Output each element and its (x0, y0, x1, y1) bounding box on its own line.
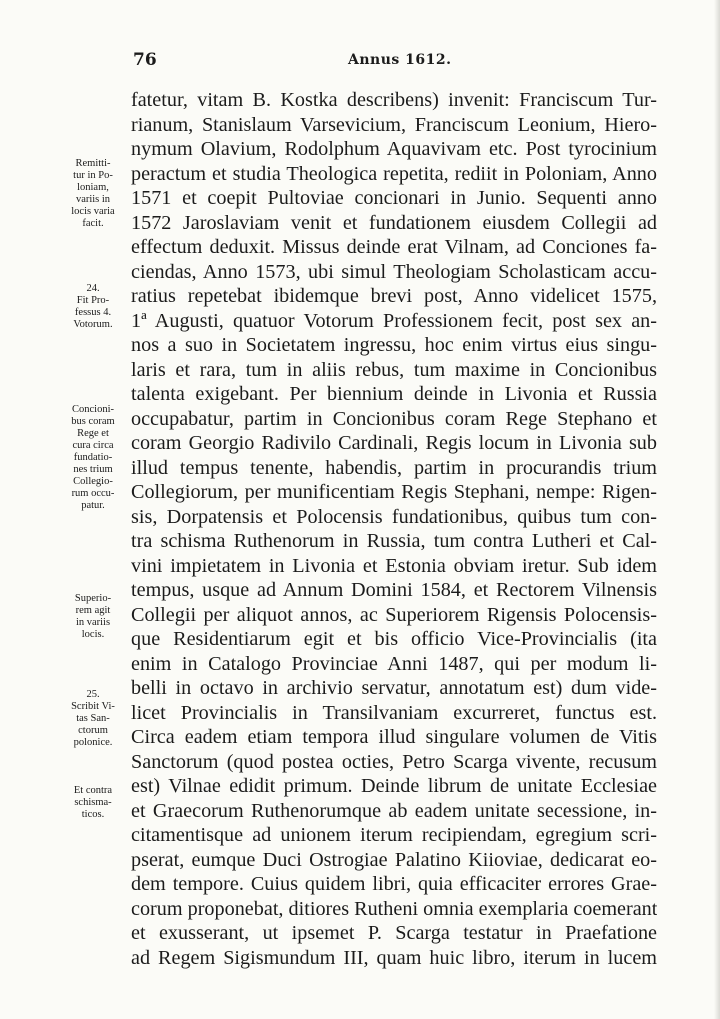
margin-note-line: tas San- (76, 713, 110, 724)
margin-note-line: Concioni- (72, 404, 114, 415)
text-line: illud tempus tenente, habendis, partim in procurandis trium (131, 456, 657, 479)
text-line: corum proponebat, ditiores Rutheni omnia exemplaria coemerant (131, 897, 657, 920)
text-line: licet Provincialis in Transilvaniam excurreret, functus est. (131, 701, 657, 724)
margin-note-line: Et contra (73, 785, 113, 796)
text-line: nymum Olavium, Rodolphum Aquavivam etc. Post tyrocinium (131, 138, 657, 160)
page-edge-shadow (714, 0, 720, 1019)
text-line: Collegiorum, per munificentiam Regis Stephani, nempe: Rigen- (131, 481, 657, 503)
text-line: talenta exigebant. Per biennium deinde in Livonia et Russia (131, 383, 657, 405)
margin-note-line: variis in (75, 194, 111, 205)
text-line: laris et rara, tum in aliis rebus, tum maxime in Concionibus (131, 358, 657, 381)
margin-note-line: nes trium (73, 464, 113, 475)
main-text-block (131, 88, 657, 970)
text-line: peractum et studia Theologica repetita, rediit in Poloniam, Anno (131, 162, 657, 185)
text-line: Circa eadem etiam tempora illud singulare volumen de Vitis (131, 726, 657, 748)
margin-note-line: locis. (81, 629, 105, 640)
text-line: pserat, eumque Duci Ostrogiae Palatino Kiioviae, dedicarat eo- (131, 848, 657, 871)
margin-note-line: Rege et (77, 428, 109, 439)
text-line: et exusserant, ut ipsemet P. Scarga testatur in Praefatione (131, 922, 657, 944)
text-line: est) Vilnae edidit primum. Deinde librum de unitate Ecclesiae (131, 775, 657, 797)
text-line: tempus, usque ad Annum Domini 1584, et Rectorem Vilnensis (131, 579, 657, 601)
margin-note-line: loniam, (77, 182, 109, 193)
margin-note-line: 24. (86, 283, 100, 294)
text-line: occupabatur, partim in Concionibus coram Rege Stephano et (131, 407, 657, 430)
margin-note-line: tur in Po- (73, 170, 113, 181)
text-line: coram Georgio Radivilo Cardinali, Regis locum in Livonia sub (131, 432, 657, 454)
margin-note-line: Votorum. (73, 319, 113, 330)
margin-note-remittitur (60, 158, 126, 230)
text-line: enim in Catalogo Provinciae Anni 1487, qui per modum li- (131, 652, 657, 675)
margin-note-contra-schismaticos (60, 785, 126, 821)
margin-note-line: 25. (86, 689, 100, 700)
text-line: 1571 et coepit Pultoviae concionari in Junio. Sequenti anno (131, 187, 657, 209)
text-line: effectum deduxit. Missus deinde erat Vilnam, ad Conciones fa- (131, 236, 657, 258)
text-line: 1572 Jaroslaviam venit et fundationem eiusdem Collegii ad (131, 211, 657, 234)
text-line: belli in octavo in archivio servatur, annotatum est) dum vide- (131, 677, 657, 699)
text-line: Sanctorum (quod postea octies, Petro Scarga vivente, recusum (131, 750, 657, 773)
margin-note-line: bus coram (71, 416, 115, 427)
text-line: vini impietatem in Livonia et Estonia obviam iretur. Sub idem (131, 554, 657, 577)
margin-note-line: patur. (81, 500, 105, 511)
text-line: 1ª Augusti, quatuor Votorum Professionem fecit, post sex an- (131, 309, 657, 332)
margin-note-line: locis varia (71, 206, 115, 217)
text-line: que Residentiarum egit et bis officio Vice-Provincialis (ita (131, 628, 657, 650)
margin-note-superiorem (60, 593, 126, 641)
margin-note-line: Collegio- (73, 476, 113, 487)
margin-note-line: facit. (82, 218, 104, 229)
margin-note-line: Remitti- (75, 158, 111, 169)
text-line: sis, Dorpatensis et Polocensis fundationibus, quibus tum con- (131, 505, 657, 528)
text-line: Collegii per aliquot annos, ac Superiorem Rigensis Polocensis- (131, 603, 657, 626)
margin-note-fit-professus (60, 283, 126, 331)
text-line: et Graecorum Ruthenorumque ab eadem unitate secessione, in- (131, 799, 657, 822)
text-line: ratius repetebat ibidemque brevi post, Anno videlicet 1575, (131, 285, 657, 307)
page-number: 76 (133, 50, 157, 70)
text-line: rianum, Stanislaum Varsevicium, Franciscum Leonium, Hiero- (131, 113, 657, 136)
running-head: Annus 1612. (348, 52, 452, 68)
margin-note-line: ctorum (78, 725, 108, 736)
margin-note-scribit-vitas (60, 689, 126, 749)
margin-note-line: rum occu- (71, 488, 115, 499)
margin-note-line: polonice. (73, 737, 113, 748)
margin-note-line: schisma- (74, 797, 112, 808)
margin-note-line: fundatio- (73, 452, 113, 463)
margin-note-line: cura circa (72, 440, 114, 451)
margin-note-line: rem agit (75, 605, 111, 616)
margin-note-line: in variis (75, 617, 111, 628)
text-line: nos a suo in Societatem ingressu, hoc enim virtus eius singu- (131, 334, 657, 356)
margin-note-line: fessus 4. (74, 307, 112, 318)
margin-note-line: ticos. (81, 809, 105, 820)
text-line: ad Regem Sigismundum III, quam huic libro, iterum in lucem (131, 946, 657, 969)
text-line: tra schisma Ruthenorum in Russia, tum contra Lutheri et Cal- (131, 530, 657, 552)
margin-note-line: Scribit Vi- (71, 701, 115, 712)
margin-note-concionibus (60, 404, 126, 512)
text-line: citamentisque ad unionem iterum recipiendam, egregium scri- (131, 824, 657, 846)
margin-note-line: Superio- (74, 593, 112, 604)
text-line: fatetur, vitam B. Kostka describens) invenit: Franciscum Tur- (131, 89, 657, 111)
text-line: ciendas, Anno 1573, ubi simul Theologiam Scholasticam accu- (131, 260, 657, 283)
margin-note-line: Fit Pro- (76, 295, 110, 306)
text-line: dem tempore. Cuius quidem libri, quia efficaciter errores Grae- (131, 873, 657, 895)
